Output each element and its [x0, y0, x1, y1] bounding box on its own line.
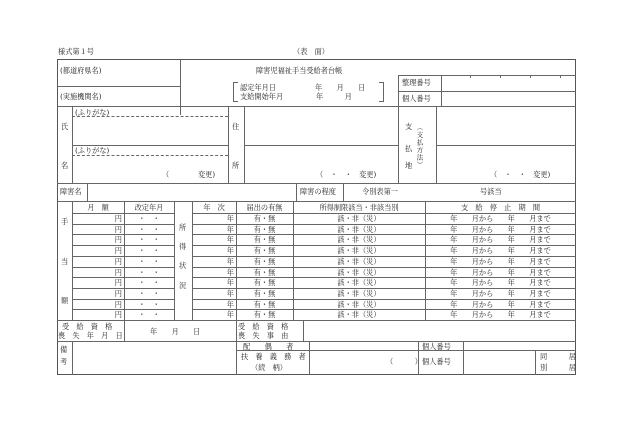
allowance-row-3-year: 年	[226, 235, 234, 245]
allowance-side-char-1: 手	[61, 217, 69, 226]
name-label-top: 氏	[61, 122, 69, 131]
allowance-row-4-date: ・ ・	[138, 246, 160, 256]
allowance-row-9-report: 有・無	[253, 299, 276, 309]
col-revision-date: 改定年月	[134, 203, 164, 212]
income-char-3: 状	[179, 261, 187, 270]
spouse-personal-number-label: 個人番号	[422, 342, 451, 351]
personal-number-label: 個人番号	[402, 94, 431, 103]
allowance-row-2-stop: 年 月から 年 月まで	[450, 224, 551, 234]
allowance-row-9-date: ・ ・	[138, 299, 160, 309]
allowance-row-6-report: 有・無	[253, 267, 276, 277]
agency-label: (実施機関名)	[60, 92, 102, 101]
disability-name-label: 障害名	[60, 187, 82, 196]
allowance-row-8-date: ・ ・	[138, 288, 160, 298]
allowance-row-7-year: 年	[226, 278, 234, 288]
allowance-row-5-stop: 年 月から 年 月まで	[450, 256, 551, 266]
allowance-row-2-report: 有・無	[253, 224, 276, 234]
ordinance-table-label: 令別表第一	[362, 187, 398, 196]
loss-reason-label-1: 受 給 資 格	[238, 322, 289, 331]
allowance-row-5-yen: 円	[114, 256, 122, 266]
allowance-row-5-report: 有・無	[253, 256, 276, 266]
supporter-relation-label: （続 柄）	[251, 363, 287, 372]
allowance-row-4-stop: 年 月から 年 月まで	[450, 246, 551, 256]
payment-label-3: 地	[405, 161, 413, 170]
allowance-row-4-report: 有・無	[253, 246, 276, 256]
loss-date-label-2: 喪 失 年 月 日	[58, 331, 123, 340]
allowance-row-4-yen: 円	[114, 246, 122, 256]
loss-date-label-1: 受 給 資 格	[62, 322, 113, 331]
allowance-row-9-limit: 該・非（災）	[337, 299, 381, 309]
allowance-row-7-limit: 該・非（災）	[337, 278, 381, 288]
allowance-row-8-stop: 年 月から 年 月まで	[450, 288, 551, 298]
allowance-row-9-stop: 年 月から 年 月まで	[450, 299, 551, 309]
col-monthly-amount: 月 額	[87, 203, 109, 212]
remarks-label-bottom: 考	[60, 357, 68, 366]
allowance-row-1-stop: 年 月から 年 月まで	[450, 214, 551, 223]
address-label-bottom: 所	[232, 161, 240, 170]
allowance-row-7-stop: 年 月から 年 月まで	[450, 278, 551, 288]
registration-number-label: 整理番号	[402, 78, 431, 87]
allowance-row-6-date: ・ ・	[138, 267, 160, 277]
allowance-row-7-report: 有・無	[253, 278, 276, 288]
loss-reason-label-2: 喪 失 事 由	[238, 331, 289, 340]
name-change-label: （ 変更)	[162, 170, 216, 179]
allowance-row-5-date: ・ ・	[138, 256, 160, 266]
allowance-row-8-yen: 円	[114, 288, 122, 298]
prefecture-label: (都道府県名)	[60, 66, 102, 75]
spouse-label: 配 偶 者	[243, 342, 294, 351]
address-label-top: 住	[232, 122, 240, 131]
payment-method-label: （支払方法）	[415, 124, 424, 169]
allowance-row-8-report: 有・無	[253, 288, 276, 298]
furigana-label-2: (ふりがな)	[75, 146, 110, 155]
date-bracket-left	[233, 82, 238, 102]
remarks-label-top: 備	[60, 345, 68, 354]
allowance-row-10-year: 年	[226, 310, 234, 320]
allowance-row-6-stop: 年 月から 年 月まで	[450, 267, 551, 277]
allowance-row-4-limit: 該・非（災）	[337, 246, 381, 256]
allowance-row-9-yen: 円	[114, 299, 122, 309]
allowance-row-3-date: ・ ・	[138, 235, 160, 245]
date-bracket-right	[379, 82, 384, 102]
allowance-row-8-limit: 該・非（災）	[337, 288, 381, 298]
furigana-label-1: (ふりがな)	[75, 108, 110, 117]
allowance-row-3-stop: 年 月から 年 月まで	[450, 235, 551, 245]
disability-degree-label: 障害の程度	[300, 187, 336, 196]
allowance-row-1-date: ・ ・	[138, 214, 160, 223]
col-stop-period: 支 給 停 止 期 間	[460, 203, 541, 212]
allowance-row-2-limit: 該・非（災）	[337, 224, 381, 234]
income-char-2: 得	[179, 242, 187, 251]
payment-label-1: 支	[405, 122, 413, 131]
allowance-row-9-year: 年	[226, 299, 234, 309]
separate-living-label: 別 居	[540, 363, 576, 372]
col-report: 届出の有無	[246, 203, 283, 212]
loss-date-value: 年 月 日	[150, 327, 201, 336]
supporter-personal-number-label: 個人番号	[422, 357, 451, 366]
ledger-title: 障害児福祉手当受給者台帳	[256, 66, 343, 75]
page-side-label: （表 面）	[293, 47, 329, 56]
allowance-row-2-date: ・ ・	[138, 224, 160, 234]
relation-paren: （ ）	[386, 357, 422, 366]
allowance-row-2-year: 年	[226, 224, 234, 234]
allowance-row-7-date: ・ ・	[138, 278, 160, 288]
allowance-row-10-date: ・ ・	[138, 310, 160, 320]
payment-start-value: 年 月	[316, 92, 352, 101]
name-label-bottom: 名	[61, 161, 69, 170]
allowance-side-char-2: 当	[61, 257, 69, 266]
allowance-row-5-year: 年	[226, 256, 234, 266]
payment-start-label: 支給開始年月	[240, 92, 284, 101]
allowance-row-4-year: 年	[226, 246, 234, 256]
address-change-label: （ ・ ・ 変更)	[316, 170, 377, 179]
form-number: 様式第１号	[58, 47, 94, 56]
income-char-4: 況	[179, 281, 187, 290]
cohabiting-label: 同 居	[540, 352, 576, 361]
allowance-row-3-report: 有・無	[253, 235, 276, 245]
income-char-1: 所	[179, 223, 187, 232]
allowance-row-10-report: 有・無	[253, 310, 276, 320]
allowance-row-5-limit: 該・非（災）	[337, 256, 381, 266]
payment-change-label: （ ・ ・ 変更)	[490, 170, 551, 179]
allowance-row-2-yen: 円	[114, 224, 122, 234]
allowance-row-1-limit: 該・非（災）	[337, 214, 381, 223]
col-year: 年 次	[203, 203, 225, 212]
allowance-row-6-limit: 該・非（災）	[337, 267, 381, 277]
allowance-row-10-limit: 該・非（災）	[337, 310, 381, 320]
allowance-row-10-yen: 円	[114, 310, 122, 320]
certification-date-value: 年 月 日	[315, 83, 366, 92]
col-income-limit: 所得制限該当・非該当別	[319, 203, 399, 212]
supporter-label: 扶 養 義 務 者	[241, 352, 306, 361]
allowance-row-1-report: 有・無	[253, 214, 276, 223]
allowance-row-8-year: 年	[226, 288, 234, 298]
allowance-row-3-limit: 該・非（災）	[337, 235, 381, 245]
payment-label-2: 払	[405, 144, 413, 153]
allowance-row-10-stop: 年 月から 年 月まで	[450, 310, 551, 320]
allowance-row-1-year: 年	[226, 214, 234, 223]
item-applicable-label: 号該当	[480, 187, 502, 196]
allowance-side-char-3: 額	[61, 296, 69, 305]
allowance-row-3-yen: 円	[114, 235, 122, 245]
allowance-row-7-yen: 円	[114, 278, 122, 288]
allowance-row-6-year: 年	[226, 267, 234, 277]
certification-date-label: 認定年月日	[240, 83, 276, 92]
allowance-row-6-yen: 円	[114, 267, 122, 277]
allowance-row-1-yen: 円	[114, 214, 122, 223]
